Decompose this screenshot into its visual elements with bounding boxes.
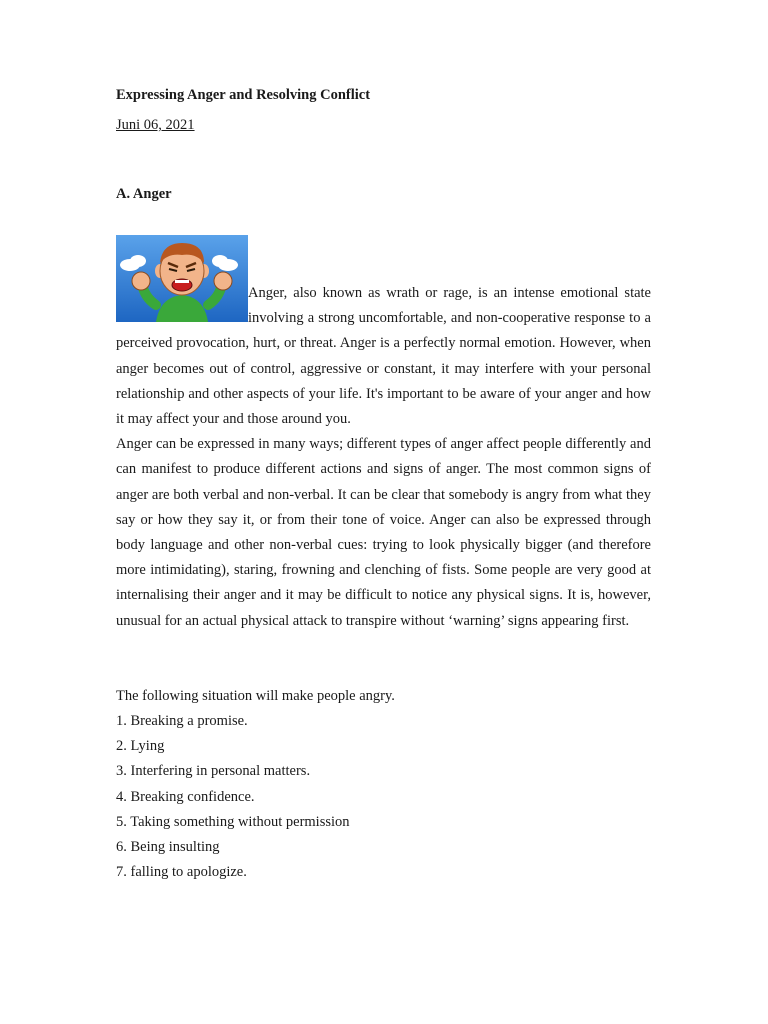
list-item: 2. Lying — [116, 738, 165, 755]
section-heading: A. Anger — [116, 186, 172, 202]
angry-boy-illustration-icon — [116, 235, 248, 322]
document-body — [116, 235, 651, 885]
publish-date[interactable]: Juni 06, 2021 — [116, 117, 195, 133]
paragraph-2: Anger can be expressed in many ways; different types of anger affect people differently and can manifest to produce different actions and signs of anger. The most common signs of anger are both verbal and non-verbal. It can be clear that somebody is angry from what they say or how they say it, or from their tone of voice. Anger can also be expressed through body language and other non-verbal cues: trying to look physically bigger (and therefore more intimidating), staring, frowning and clenching of fists. Some people are very good at internalising their anger and it may be difficult to notice any physical signs. It is, however, unusual for an actual physical attack to transpire without ‘warning’ signs appearing first. — [116, 436, 651, 629]
paragraph-1: Anger, also known as wrath or rage, is an intense emotional state involving a strong uncomfortable, and non-cooperative response to a perceived provocation, hurt, or threat. Anger is a perfectly normal emotion. However, when anger becomes out of control, aggressive or constant, it may interfere with your personal relationship and other aspects of your life. It's important to be aware of your anger and how it may affect your and those around you. — [116, 285, 651, 428]
list-item: 4. Breaking confidence. — [116, 788, 255, 805]
list-item: 1. Breaking a promise. — [116, 713, 248, 730]
document-title: Expressing Anger and Resolving Conflict — [116, 87, 371, 103]
list-item: 7. falling to apologize. — [116, 864, 247, 881]
list-item: 6. Being insulting — [116, 839, 220, 856]
list-intro: The following situation will make people angry. — [116, 687, 395, 704]
list-item: 5. Taking something without permission — [116, 813, 350, 830]
list-item: 3. Interfering in personal matters. — [116, 763, 311, 780]
